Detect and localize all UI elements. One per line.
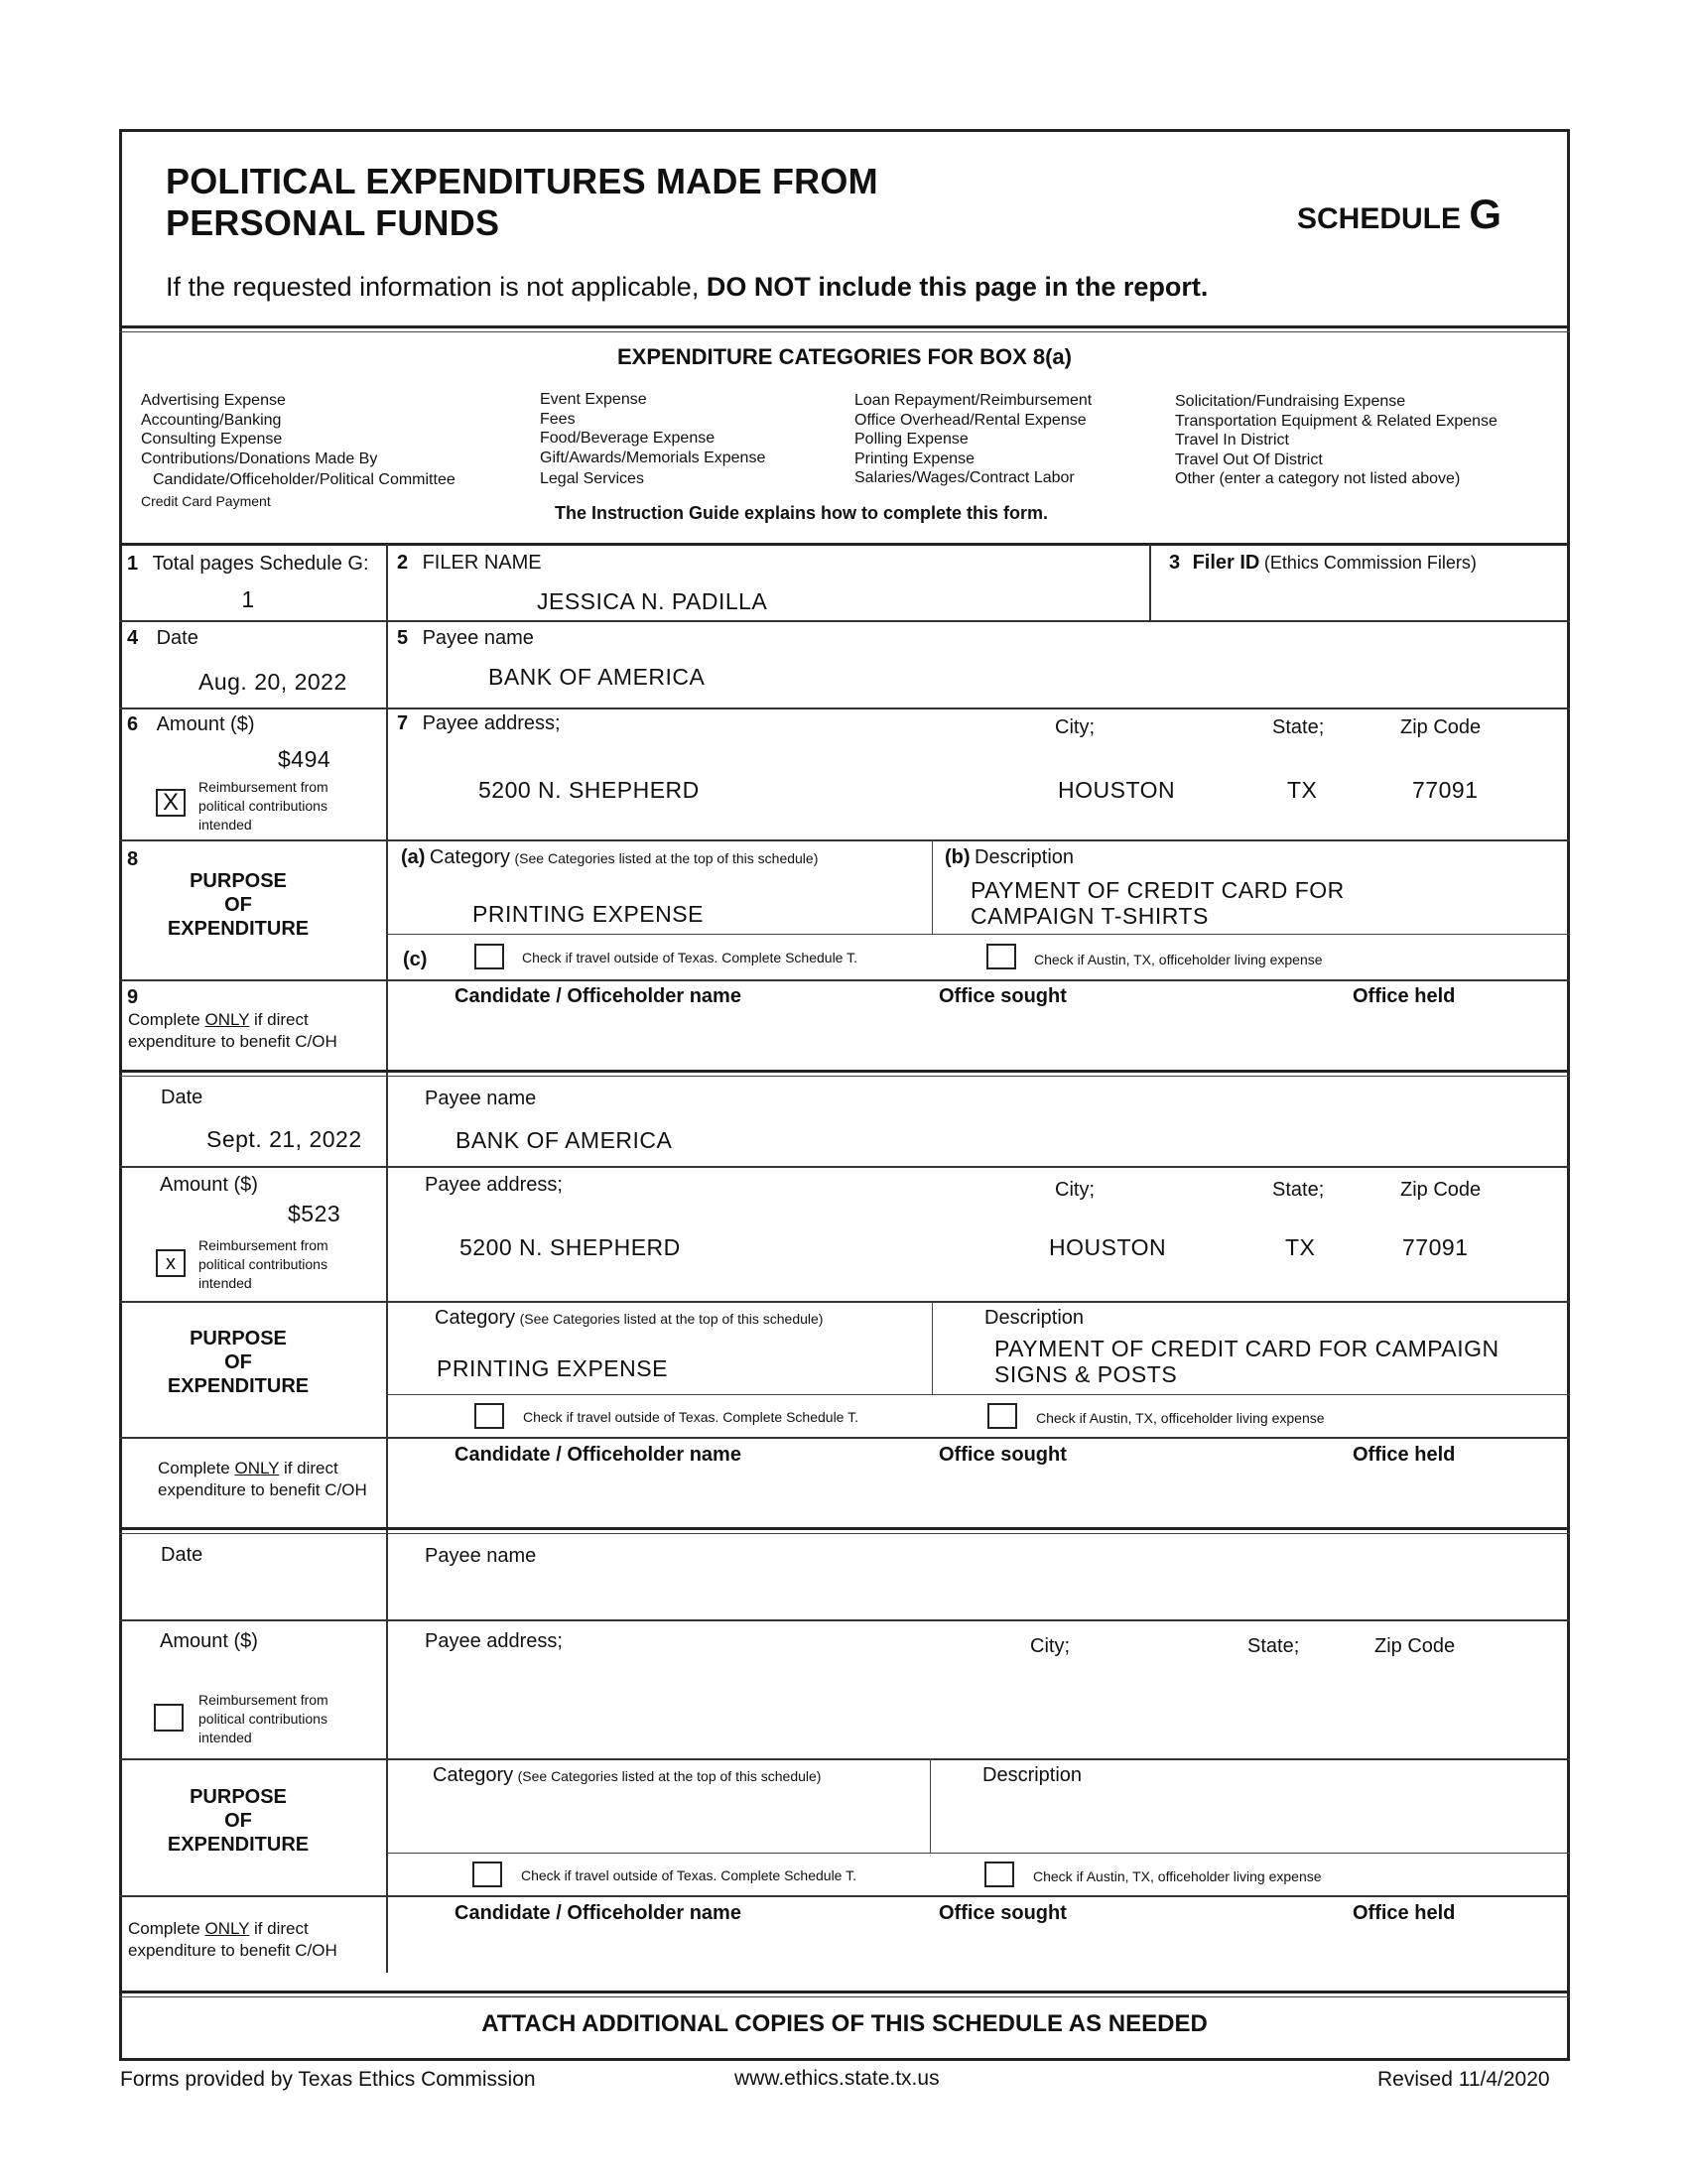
date-label: 4 Date [127,627,198,649]
entry1-address: 5200 N. SHEPHERD [478,777,700,803]
amount-label: Amount ($) [160,1630,258,1652]
entry3-austin-checkbox[interactable] [984,1862,1014,1887]
purpose-of-expenditure-label: PURPOSE OF EXPENDITURE [167,1328,310,1397]
divider [119,325,1570,328]
zip-label: Zip Code [1374,1635,1456,1657]
payee-name-label: Payee name [425,1088,537,1109]
entry2-date: Sept. 21, 2022 [206,1126,362,1152]
city-label: City; [1030,1635,1070,1657]
office-sought-label: Office sought [939,985,1067,1007]
page-title-line2: PERSONAL FUNDS [166,202,500,243]
city-label: City; [1055,716,1095,738]
date-label: Date [161,1544,203,1566]
entry2-zip: 77091 [1402,1234,1469,1260]
column-divider [1149,544,1151,620]
website-link[interactable]: www.ethics.state.tx.us [734,2067,940,2090]
office-held-label: Office held [1353,1444,1456,1466]
purpose-of-expenditure-label: PURPOSE OF EXPENDITURE [167,870,310,940]
filer-name-label: 2 FILER NAME [397,552,542,574]
divider [119,1895,1570,1897]
candidate-name-label: Candidate / Officeholder name [455,985,741,1007]
direct-expenditure-note: Complete ONLY if direct expenditure to benefit C/OH [158,1459,367,1499]
schedule-label: SCHEDULE G [1297,191,1502,237]
divider [119,1437,1570,1439]
entry1-city: HOUSTON [1058,777,1176,803]
state-label: State; [1272,1179,1325,1201]
state-label: State; [1272,716,1325,738]
entry1-amount: $494 [278,746,331,772]
direct-expenditure-number: 9 [127,986,139,1008]
category-column-4: Solicitation/Fundraising Expense Transportation Equipment & Related Expense Travel In District Travel Out Of District Other (enter a category not listed above) [1175,393,1498,487]
divider [119,979,1570,981]
office-sought-label: Office sought [939,1444,1067,1466]
entry1-austin-checkbox[interactable] [986,944,1016,969]
entry1-category: PRINTING EXPENSE [472,901,704,927]
reimbursement-label: Reimbursement from political contributions intended [198,1237,328,1291]
direct-expenditure-note: Complete ONLY if direct expenditure to benefit C/OH [128,1010,337,1051]
column-divider [932,839,933,934]
entry2-reimbursement-checkbox[interactable]: x [156,1249,186,1277]
amount-label: 6 Amount ($) [127,713,255,735]
divider [387,934,1570,935]
category-column-3: Loan Repayment/Reimbursement Office Overhead/Rental Expense Polling Expense Printing Expense Salaries/Wages/Contract Labor [854,392,1093,486]
description-label: Description [984,1307,1085,1329]
payee-name-label: 5 Payee name [397,627,534,649]
entry2-address: 5200 N. SHEPHERD [459,1234,681,1260]
direct-expenditure-note: Complete ONLY if direct expenditure to benefit C/OH [128,1919,337,1960]
candidate-name-label: Candidate / Officeholder name [455,1902,741,1924]
payee-name-label: Payee name [425,1545,537,1567]
total-pages-value: 1 [241,586,255,612]
divider [119,1991,1570,1993]
schedule-letter: G [1469,191,1502,237]
divider [119,1996,1570,1997]
instruction-bold: DO NOT include this page in the report. [706,272,1209,302]
filer-id-label: 3 Filer ID (Ethics Commission Filers) [1169,552,1477,574]
attach-copies-note: ATTACH ADDITIONAL COPIES OF THIS SCHEDULE AS NEEDED [481,2010,1208,2037]
divider [119,1527,1570,1530]
instruction-guide-note: The Instruction Guide explains how to complete this form. [555,503,1049,523]
category-column-1: Advertising Expense Accounting/Banking Consulting Expense Contributions/Donations Made By Candidate/Officeholder/Political Committee Credit Card Payment [141,392,456,509]
categories-heading: EXPENDITURE CATEGORIES FOR BOX 8(a) [617,344,1072,369]
description-label: Description [982,1764,1083,1786]
candidate-name-label: Candidate / Officeholder name [455,1444,741,1466]
page-title-line1: POLITICAL EXPENDITURES MADE FROM [166,161,878,201]
entry1-travel-checkbox[interactable] [474,944,504,969]
entry1-payee-name: BANK OF AMERICA [488,664,706,690]
total-pages-label: 1 Total pages Schedule G: [127,553,369,575]
divider [387,1394,1570,1395]
zip-label: Zip Code [1400,716,1482,738]
entry2-description: PAYMENT OF CREDIT CARD FOR CAMPAIGN SIGNS & POSTS [994,1336,1499,1387]
entry2-payee-name: BANK OF AMERICA [456,1127,673,1153]
austin-check-label: Check if Austin, TX, officeholder living expense [1033,1868,1322,1884]
reimbursement-label: Reimbursement from political contributions intended [198,1692,328,1745]
office-held-label: Office held [1353,1902,1456,1924]
divider [119,1166,1570,1168]
zip-label: Zip Code [1400,1179,1482,1201]
category-label: Category (See Categories listed at the top of this schedule) [433,1764,822,1786]
office-held-label: Office held [1353,985,1456,1007]
description-label: (b) Description [945,846,1075,868]
provider-note: Forms provided by Texas Ethics Commission [120,2068,536,2091]
purpose-number: 8 [127,848,139,870]
entry2-state: TX [1285,1234,1316,1260]
category-label: Category (See Categories listed at the top of this schedule) [435,1307,824,1329]
payee-address-label: Payee address; [425,1630,563,1652]
entry1-date: Aug. 20, 2022 [198,669,347,695]
austin-check-label: Check if Austin, TX, officeholder living expense [1036,1410,1325,1426]
entry2-city: HOUSTON [1049,1234,1167,1260]
entry2-category: PRINTING EXPENSE [437,1355,668,1381]
austin-check-label: Check if Austin, TX, officeholder living expense [1034,952,1323,967]
amount-label: Amount ($) [160,1174,258,1196]
divider [119,1533,1570,1534]
office-sought-label: Office sought [939,1902,1067,1924]
divider [119,1619,1570,1621]
payee-address-label: Payee address; [425,1174,563,1196]
divider [119,1301,1570,1303]
entry1-reimbursement-checkbox[interactable]: X [156,789,186,817]
travel-check-label: Check if travel outside of Texas. Complete Schedule T. [521,1867,856,1883]
instruction-line: If the requested information is not applicable, DO NOT include this page in the report. [166,272,1209,302]
entry1-zip: 77091 [1412,777,1479,803]
date-label: Date [161,1087,203,1108]
column-divider [930,1758,931,1853]
category-column-2: Event Expense Fees Food/Beverage Expense Gift/Awards/Memorials Expense Legal Services [540,391,766,487]
entry3-travel-checkbox[interactable] [472,1862,502,1887]
revised-date: Revised 11/4/2020 [1377,2068,1550,2091]
entry1-state: TX [1287,777,1318,803]
column-divider [932,1301,933,1394]
city-label: City; [1055,1179,1095,1201]
entry2-austin-checkbox[interactable] [987,1403,1017,1429]
travel-section-label: (c) [403,949,428,970]
travel-check-label: Check if travel outside of Texas. Complete Schedule T. [522,950,857,965]
divider [119,1758,1570,1760]
travel-check-label: Check if travel outside of Texas. Complete Schedule T. [523,1409,858,1425]
divider [119,1070,1570,1073]
purpose-of-expenditure-label: PURPOSE OF EXPENDITURE [167,1786,310,1856]
reimbursement-label: Reimbursement from political contributions intended [198,779,328,833]
payee-address-label: 7 Payee address; [397,712,561,734]
divider [387,1853,1570,1854]
entry2-travel-checkbox[interactable] [474,1403,504,1429]
entry2-amount: $523 [288,1201,341,1226]
category-label: (a) Category (See Categories listed at the top of this schedule) [401,846,819,868]
state-label: State; [1247,1635,1300,1657]
divider [119,1076,1570,1077]
entry3-reimbursement-checkbox[interactable] [154,1704,184,1732]
filer-name-value: JESSICA N. PADILLA [537,588,768,614]
entry1-description: PAYMENT OF CREDIT CARD FOR CAMPAIGN T-SHIRTS [971,877,1345,929]
divider [119,331,1570,332]
divider [119,839,1570,841]
divider [119,620,1570,622]
divider [119,707,1570,709]
divider [119,543,1570,546]
